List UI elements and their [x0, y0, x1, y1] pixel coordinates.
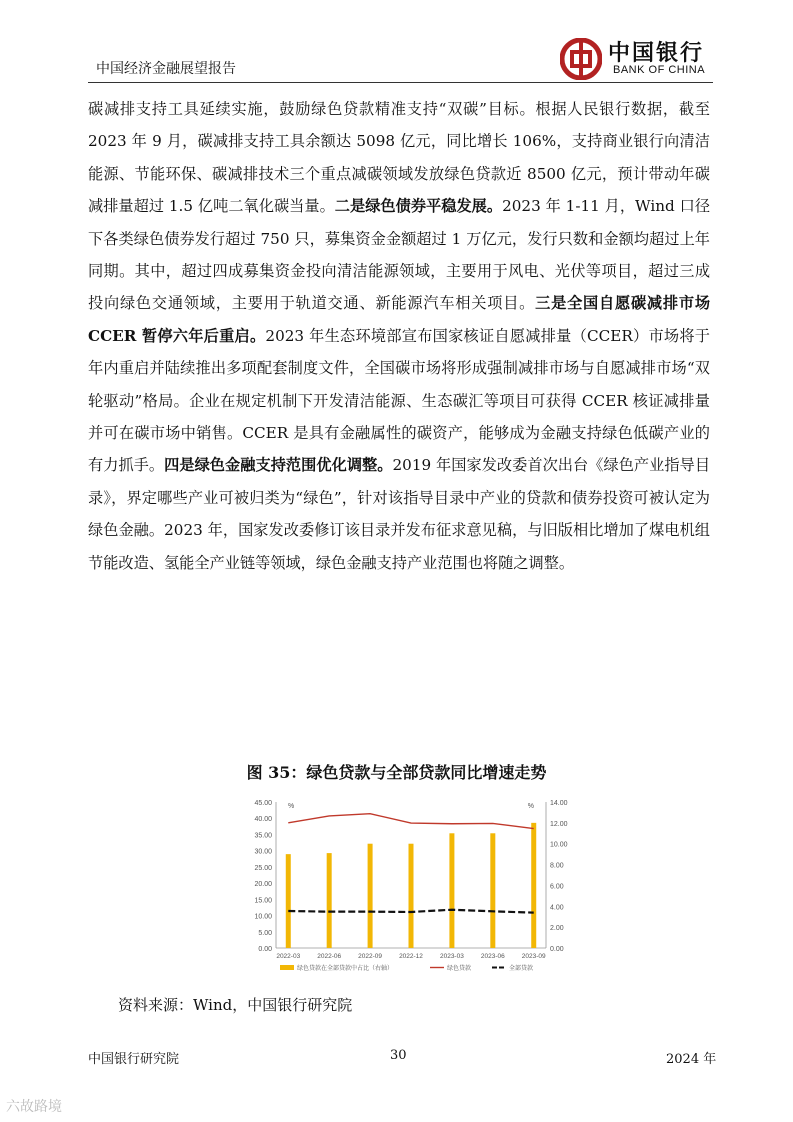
bank-logo — [558, 36, 718, 82]
logo-english-name: BANK OF CHINA — [613, 64, 706, 76]
bar-green-loan-share — [327, 853, 332, 948]
legend-label: 绿色贷款在全部贷款中占比（右轴） — [297, 966, 394, 972]
right-tick-label: 0.00 — [550, 946, 564, 953]
footer-year: 2024 年 — [666, 1052, 717, 1067]
page-number: 30 — [390, 1048, 407, 1063]
chart-container — [240, 790, 580, 976]
left-tick-label: 40.00 — [254, 816, 272, 824]
x-tick-label: 2022-12 — [399, 953, 423, 960]
bar-green-loan-share — [449, 833, 454, 948]
bar-green-loan-share — [490, 833, 495, 948]
left-axis-unit: % — [288, 803, 295, 810]
x-tick-label: 2023-06 — [480, 953, 505, 960]
body-segment: 2023 年 1-11 月，Wind 口径下各类绿色债券发行超过 750 只，募集资金金额超过 1 万亿元，发行只数和金额均超过上年同期。其中，超过四成募集资金投向清洁能源领域，主要用于风电、光伏等项目，超过三成投向绿色交通领域，主要用于轨道交通、新能源汽车相关项目。 — [88, 197, 711, 313]
bar-green-loan-share — [368, 844, 373, 948]
bar-green-loan-share — [286, 854, 291, 948]
body-heading-segment: 四是绿色金融支持范围优化调整。 — [164, 456, 393, 475]
legend-label: 全部贷款 — [509, 966, 534, 972]
body-paragraph — [88, 93, 710, 579]
left-tick-label: 15.00 — [254, 897, 272, 905]
body-segment: 2019 年国家发改委首次出台《绿色产业指导目录》，界定哪些产业可被归类为“绿色”，针对该指导目录中产业的贷款和债券投资可被认定为绿色金融。2023 年，国家发改委修订该目录并发布征求意见稿，与旧版相比增加了煤电机组节能改造、氢能全产业链等领域，绿色金融支持产业范围也将随之调整。 — [88, 456, 711, 572]
logo-chinese-name: 中国银行 — [608, 40, 705, 66]
left-tick-label: 30.00 — [254, 848, 272, 856]
body-heading-segment: 三是全国自愿碳减排市场 CCER 暂停六年后重启。 — [88, 294, 710, 345]
loan-growth-chart — [240, 790, 580, 976]
bar-green-loan-share — [409, 844, 414, 948]
boc-emblem-icon — [560, 38, 602, 80]
figure-source: 资料来源：Wind，中国银行研究院 — [118, 996, 353, 1014]
legend-label: 绿色贷款 — [447, 966, 472, 972]
x-tick-label: 2022-06 — [317, 953, 342, 960]
left-tick-label: 20.00 — [254, 881, 272, 889]
right-tick-label: 6.00 — [550, 883, 564, 891]
right-tick-label: 10.00 — [550, 841, 568, 849]
x-tick-label: 2023-03 — [439, 953, 464, 960]
footer-institution: 中国银行研究院 — [88, 1052, 180, 1067]
body-segment: 碳减排支持工具延续实施，鼓励绿色贷款精准支持“双碳”目标。根据人民银行数据，截至 2023 年 9 月，碳减排支持工具余额达 5098 亿元，同比增长 106%，支持商业银行向清洁能源、节能环保、碳减排技术三个重点减碳领域发放绿色贷款近 8500 亿元，预计带动年碳减排量超过 1.5 亿吨二氧化碳当量。 — [88, 100, 710, 216]
body-segment: 2023 年生态环境部宣布国家核证自愿减排量（CCER）市场将于年内重启并陆续推出多项配套制度文件，全国碳市场将形成强制减排市场与自愿减排市场“双轮驱动”格局。企业在规定机制下开发清洁能源、生态碳汇等项目可获得 CCER 核证减排量并可在碳市场中销售。CCER 是具有金融属性的碳资产，能够成为金融支持绿色低碳产业的有力抓手。 — [88, 326, 710, 475]
bar-green-loan-share — [531, 823, 536, 948]
right-tick-label: 2.00 — [550, 925, 564, 933]
report-title: 中国经济金融展望报告 — [96, 61, 236, 77]
right-tick-label: 4.00 — [550, 904, 564, 912]
left-tick-label: 0.00 — [258, 946, 272, 953]
body-heading-segment: 二是绿色债券平稳发展。 — [334, 197, 503, 216]
right-tick-label: 8.00 — [550, 862, 564, 870]
left-tick-label: 45.00 — [254, 800, 272, 807]
right-axis-unit: % — [527, 803, 534, 810]
x-tick-label: 2023-09 — [521, 953, 546, 960]
x-tick-label: 2022-09 — [358, 953, 383, 960]
left-tick-label: 5.00 — [258, 929, 272, 937]
header-divider — [88, 82, 713, 83]
line-green-loans — [288, 814, 533, 829]
watermark: 六故路境 — [6, 1098, 62, 1114]
left-tick-label: 25.00 — [254, 864, 272, 872]
right-tick-label: 12.00 — [550, 820, 568, 828]
figure-title: 图 35：绿色贷款与全部贷款同比增速走势 — [246, 763, 547, 782]
left-tick-label: 10.00 — [254, 913, 272, 921]
left-tick-label: 35.00 — [254, 832, 272, 840]
legend-swatch-bar — [280, 965, 294, 970]
right-tick-label: 14.00 — [550, 800, 568, 807]
x-tick-label: 2022-03 — [276, 953, 301, 960]
